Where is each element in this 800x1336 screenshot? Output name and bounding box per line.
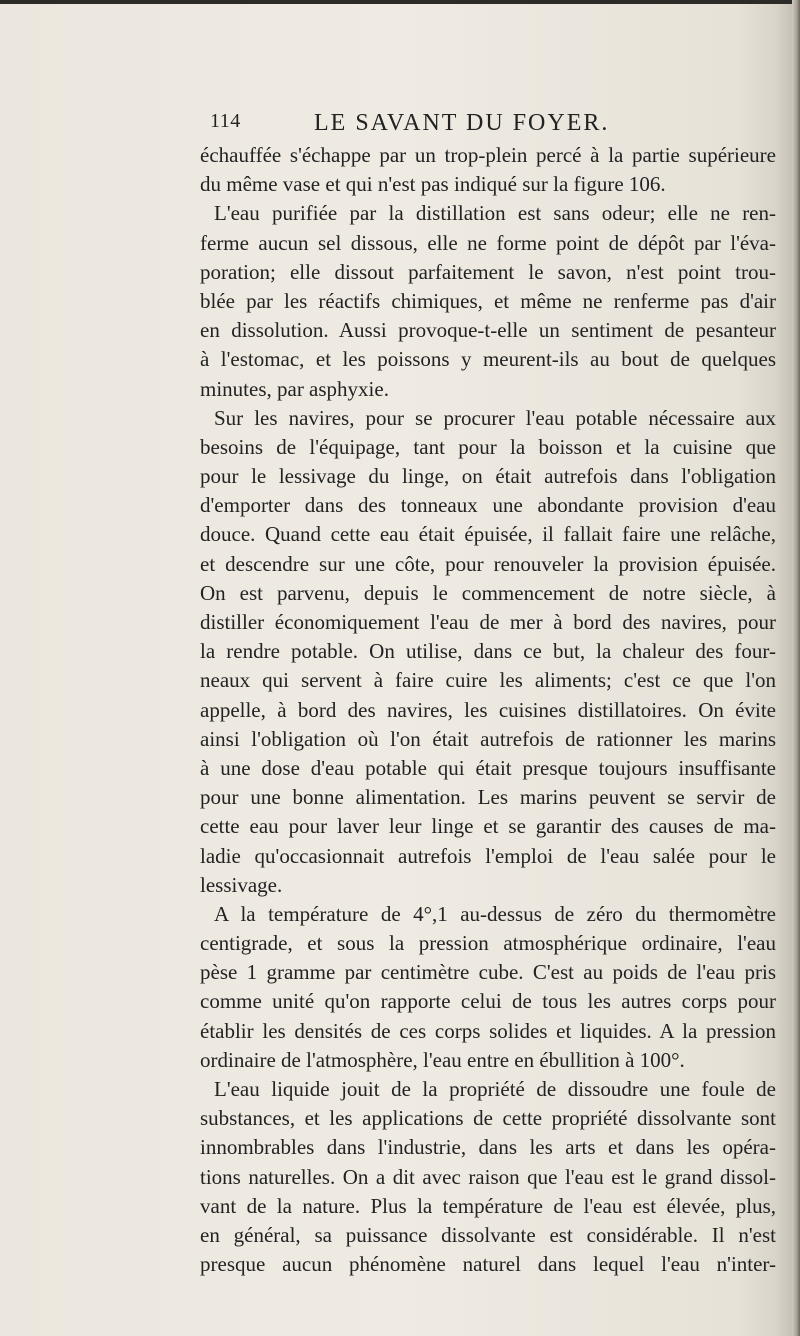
paragraph-start-line: L'eau purifiée par la distillation est sans odeur; elle ne ren- <box>214 201 776 226</box>
text-line: tions naturelles. On a dit avec raison que l'eau est le grand dissol- <box>200 1164 776 1189</box>
text-line: ordinaire de l'atmosphère, l'eau entre en ébullition à 100°. <box>200 1047 685 1072</box>
text-line: ferme aucun sel dissous, elle ne forme point de dépôt par l'éva- <box>200 230 776 255</box>
running-title: LE SAVANT DU FOYER. <box>314 110 610 136</box>
text-line: neaux qui servent à faire cuire les aliments; c'est ce que l'on <box>200 668 776 693</box>
text-line: comme unité qu'on rapporte celui de tous les autres corps pour <box>200 989 776 1014</box>
text-line: vant de la nature. Plus la température de l'eau est élevée, plus, <box>200 1193 776 1218</box>
body-text <box>200 141 776 1279</box>
text-line: presque aucun phénomène naturel dans lequel l'eau n'inter- <box>200 1252 776 1277</box>
text-line: On est parvenu, depuis le commencement de notre siècle, à <box>200 580 776 605</box>
text-line: poration; elle dissout parfaitement le savon, n'est point trou- <box>200 259 776 284</box>
paragraph-start-line: A la température de 4°,1 au-dessus de zéro du thermomètre <box>214 901 776 926</box>
text-line: pour une bonne alimentation. Les marins peuvent se servir de <box>200 785 776 810</box>
text-line: besoins de l'équipage, tant pour la boisson et la cuisine que <box>200 434 776 459</box>
text-line: à l'estomac, et les poissons y meurent-ils au bout de quelques <box>200 347 776 372</box>
text-line: cette eau pour laver leur linge et se garantir des causes de ma- <box>200 814 776 839</box>
text-line: à une dose d'eau potable qui était presque toujours insuffisante <box>200 755 776 780</box>
text-line: minutes, par asphyxie. <box>200 376 389 401</box>
text-line: pèse 1 gramme par centimètre cube. C'est au poids de l'eau pris <box>200 960 776 985</box>
text-line: et descendre sur une côte, pour renouveler la provision épuisée. <box>200 551 776 576</box>
text-line: en dissolution. Aussi provoque-t-elle un sentiment de pesanteur <box>200 318 776 343</box>
paragraph-start-line: Sur les navires, pour se procurer l'eau potable nécessaire aux <box>214 405 776 430</box>
text-line: échauffée s'échappe par un trop-plein percé à la partie supérieure <box>200 143 776 167</box>
text-line: appelle, à bord des navires, les cuisines distillatoires. On évite <box>200 697 776 722</box>
text-line: lessivage. <box>200 872 283 897</box>
text-line: ainsi l'obligation où l'on était autrefois de rationner les marins <box>200 726 776 751</box>
text-line: d'emporter dans des tonneaux une abondante provision d'eau <box>200 493 776 518</box>
text-line: blée par les réactifs chimiques, et même ne renferme pas d'air <box>200 288 776 313</box>
text-line: du même vase et qui n'est pas indiqué sur la figure 106. <box>200 172 666 197</box>
page-number: 114 <box>210 110 241 132</box>
paragraph-start-line: L'eau liquide jouit de la propriété de dissoudre une foule de <box>214 1077 776 1101</box>
page-edge <box>792 0 800 1336</box>
text-line: établir les densités de ces corps solides et liquides. A la pression <box>200 1018 776 1043</box>
text-line: douce. Quand cette eau était épuisée, il fallait faire une relâche, <box>200 522 776 547</box>
text-line: innombrables dans l'industrie, dans les arts et dans les opéra- <box>200 1135 776 1160</box>
top-border <box>0 0 800 4</box>
page-header <box>210 110 770 142</box>
text-line: ladie qu'occasionnait autrefois l'emploi de l'eau salée pour le <box>200 843 776 868</box>
text-line: distiller économiquement l'eau de mer à bord des navires, pour <box>200 610 776 634</box>
text-line: centigrade, et sous la pression atmosphérique ordinaire, l'eau <box>200 931 776 956</box>
text-line: substances, et les applications de cette propriété dissolvante sont <box>200 1106 776 1131</box>
text-line: en général, sa puissance dissolvante est considérable. Il n'est <box>200 1222 776 1247</box>
text-line: pour le lessivage du linge, on était autrefois dans l'obligation <box>200 464 776 489</box>
text-line: la rendre potable. On utilise, dans ce but, la chaleur des four- <box>200 639 776 664</box>
